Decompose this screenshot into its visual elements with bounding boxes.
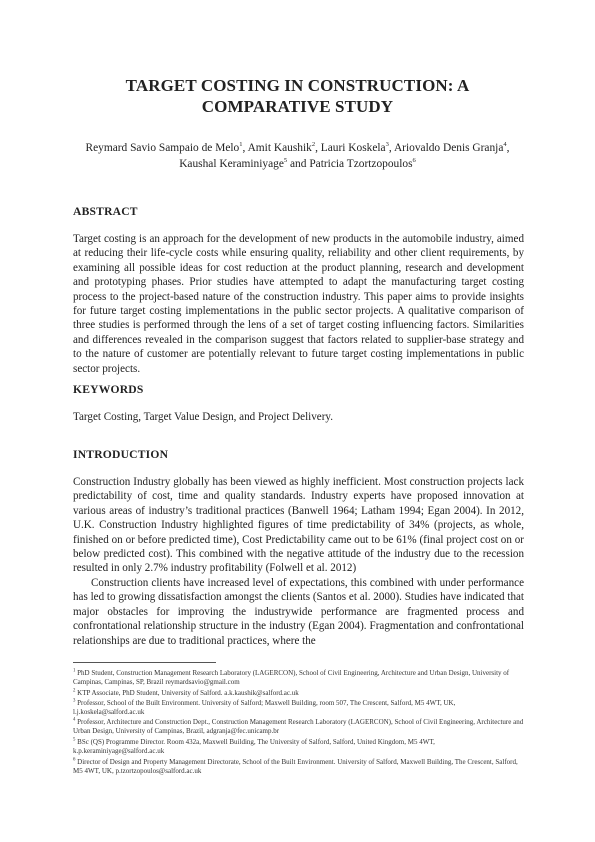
author-line-1 <box>60 140 535 156</box>
paper-title <box>60 75 535 117</box>
footnote <box>73 689 524 698</box>
intro-paragraph-1: Construction Industry globally has been viewed as highly inefficient. Most construction projects lack predictability of cost, time and quality standards. Industry experts have proposed innovation at various areas of industry’s traditional practices (Banwell 1964; Latham 1994; Egan 2004). In 2012, U.K. Construction Industry highlighted figures of time predictability of 34% (projects, as whole, finished on or before predicted time), Cost Predictability came out to be 61% (final project cost on or below predicted cost). This combined with the negative attitude of the industry due to the recession resulted in only 2.7% industry profitability (Folwell et al. 2012) <box>73 476 524 575</box>
footnote <box>73 718 524 736</box>
footnote <box>73 669 524 687</box>
author-name: Patricia Tzortzopoulos <box>309 158 413 170</box>
footnote-mark: 3 <box>73 698 76 704</box>
footnote-text: KTP Associate, PhD Student, University of Salford. a.k.kaushik@salford.ac.uk <box>77 689 299 697</box>
author-name: Reymard Savio Sampaio de Melo <box>85 142 240 154</box>
footnote-text: Director of Design and Property Management Directorate, School of the Built Environment. University of Salford, Maxwell Building, The Crescent, Salford, M5 4WT, UK, p.tzortzopoulos@salford.ac.uk <box>73 758 518 775</box>
author-footnote-mark: 5 <box>283 157 288 165</box>
footnote-mark: 2 <box>73 688 76 694</box>
author-footnote-mark: 6 <box>412 157 416 165</box>
keywords-text: Target Costing, Target Value Design, and Project Delivery. <box>73 411 334 423</box>
author-footnote-mark: 4 <box>503 141 507 149</box>
footnote-text: Professor, Architecture and Construction Dept., Construction Management Research Laboratory (LAGERCON), School of Civil Engineering, Architecture and Urban Design, University of Campinas, Brazil, adgranja@fec.unicamp.br <box>73 718 524 735</box>
title-line-1: TARGET COSTING IN CONSTRUCTION: A <box>125 76 470 95</box>
footnote-text: BSc (QS) Programme Director. Room 432a, Maxwell Building, The University of Salford, Salford, United Kingdom, M5 4WT, k.p.keraminiyage@salford.ac.uk <box>73 738 435 755</box>
footnote-mark: 5 <box>73 737 76 743</box>
author-name: Ariovaldo Denis Granja <box>393 142 504 154</box>
author-footnote-mark: 1 <box>239 141 243 149</box>
footnote-text: PhD Student, Construction Management Research Laboratory (LAGERCON), School of Civil Engineering, Architecture and Urban Design, University of Campinas, Campinas, SP, Brazil reymardsavio@gmail.com <box>73 669 510 686</box>
footnote-text: Professor, School of the Built Environment. University of Salford; Maxwell Building, room 507, The Crescent, Salford, M5 4WT, UK, l.j.koskela@salford.ac.uk <box>73 699 456 716</box>
footnote-mark: 6 <box>73 757 76 763</box>
introduction-heading: INTRODUCTION <box>73 448 169 461</box>
author-name: Lauri Koskela <box>320 142 386 154</box>
author-name: Kaushal Keraminiyage <box>179 158 284 170</box>
author-separator: , <box>506 142 510 154</box>
abstract-text: Target costing is an approach for the development of new products in the automobile industry, aimed at reducing their life-cycle costs while ensuring quality, reliability and other client requirements, by examining all possible ideas for cost reduction at the product planning, research and development and prototyping phases. Prior studies have attempted to adapt the manufacturing target costing process to the project-based nature of the construction industry. This paper aims to provide insights for future target costing implementations in the public sector projects. A qualitative comparison of three studies is performed through the lens of a set of target costing influencing factors. Similarities and differences revealed in the comparison suggest that factors related to supplier-base strategy and to the nature of customer are potentially relevant to future target costing implementations in public sector projects. <box>73 233 524 375</box>
footnote-mark: 1 <box>73 668 76 674</box>
author-footnote-mark: 3 <box>385 141 389 149</box>
author-separator: , <box>388 142 394 154</box>
author-separator: , <box>242 142 248 154</box>
footnote <box>73 738 524 756</box>
keywords-heading: KEYWORDS <box>73 383 144 396</box>
author-footnote-mark: 2 <box>311 141 316 149</box>
footnote <box>73 699 524 717</box>
title-line-2: COMPARATIVE STUDY <box>201 97 394 116</box>
author-line-2 <box>60 156 535 172</box>
footnote-divider <box>73 662 216 663</box>
author-name: Amit Kaushik <box>247 142 312 154</box>
intro-paragraph-2: Construction clients have increased level of expectations, this combined with under performance has led to growing dissatisfaction amongst the clients (Santos et al. 2000). Studies have indicated that major obstacles for improving the industrywide performance are fragmented process and confrontational relationship structure in the industry (Egan 2004). Fragmentation and confrontational relationships are due to traditional practices, where the <box>73 577 524 647</box>
abstract-heading: ABSTRACT <box>73 205 138 218</box>
footnote <box>73 758 524 776</box>
footnote-mark: 4 <box>73 717 76 723</box>
author-list <box>60 140 535 172</box>
author-separator: , <box>315 142 321 154</box>
author-separator: and <box>287 158 310 170</box>
